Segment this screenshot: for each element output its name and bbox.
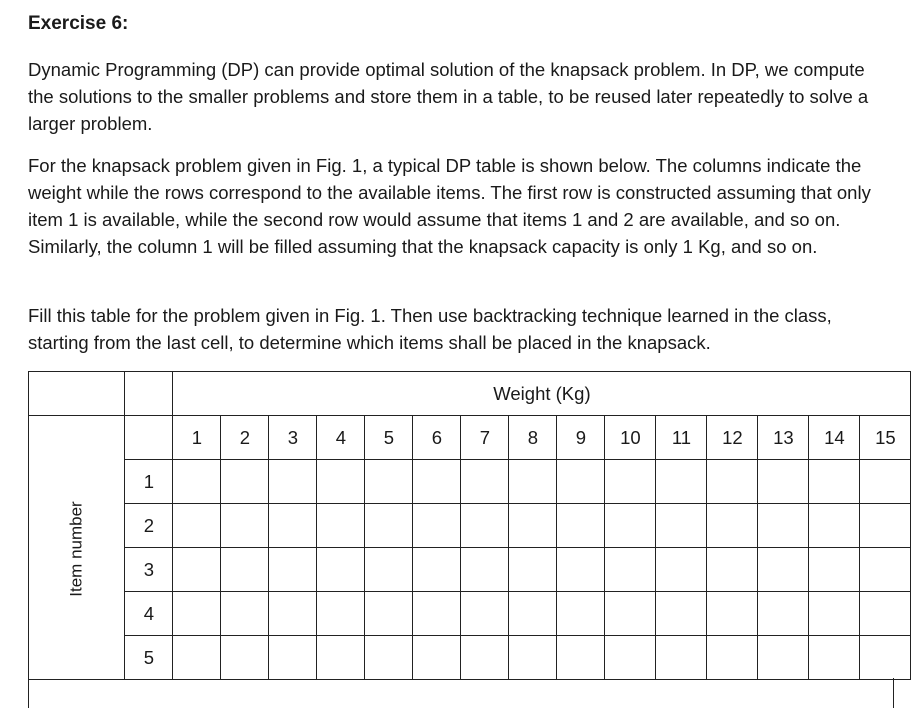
dp-cell[interactable]: [758, 592, 809, 636]
dp-cell[interactable]: [269, 636, 317, 680]
weight-column-header: 5: [365, 416, 413, 460]
dp-cell[interactable]: [461, 592, 509, 636]
weight-column-header: 4: [317, 416, 365, 460]
table-row: [29, 592, 911, 636]
dp-cell[interactable]: [413, 636, 461, 680]
dp-cell[interactable]: [860, 592, 911, 636]
weight-column-header: 14: [809, 416, 860, 460]
dp-cell[interactable]: [860, 636, 911, 680]
dp-cell[interactable]: [413, 548, 461, 592]
dp-cell[interactable]: [707, 592, 758, 636]
dp-cell[interactable]: [365, 460, 413, 504]
dp-cell[interactable]: [605, 504, 656, 548]
dp-cell[interactable]: [605, 592, 656, 636]
dp-cell[interactable]: [557, 460, 605, 504]
weight-column-header: 13: [758, 416, 809, 460]
dp-cell[interactable]: [509, 636, 557, 680]
dp-cell[interactable]: [413, 460, 461, 504]
dp-cell[interactable]: [173, 504, 221, 548]
dp-cell[interactable]: [173, 636, 221, 680]
weight-column-header: 2: [221, 416, 269, 460]
weight-column-header: 1: [173, 416, 221, 460]
instructions-paragraph: Fill this table for the problem given in Fig. 1. Then use backtracking technique learned in the class, starting from the last cell, to determine which items shall be placed in the knapsack.: [28, 305, 832, 353]
dp-cell[interactable]: [317, 460, 365, 504]
dp-cell[interactable]: [413, 504, 461, 548]
dp-cell[interactable]: [707, 636, 758, 680]
item-row-header: 3: [125, 548, 173, 592]
dp-cell[interactable]: [707, 504, 758, 548]
item-number-label-cell: [29, 416, 125, 680]
dp-cell[interactable]: [221, 636, 269, 680]
dp-cell[interactable]: [365, 636, 413, 680]
dp-cell[interactable]: [758, 460, 809, 504]
dp-cell[interactable]: [557, 548, 605, 592]
dp-cell[interactable]: [173, 592, 221, 636]
dp-cell[interactable]: [860, 504, 911, 548]
dp-cell[interactable]: [809, 504, 860, 548]
table-row: [29, 636, 911, 680]
dp-cell[interactable]: [707, 548, 758, 592]
dp-cell[interactable]: [605, 548, 656, 592]
corner-cell: [29, 372, 125, 416]
dp-cell[interactable]: [656, 636, 707, 680]
dp-cell[interactable]: [809, 636, 860, 680]
dp-cell[interactable]: [365, 504, 413, 548]
dp-cell[interactable]: [221, 460, 269, 504]
dp-cell[interactable]: [758, 636, 809, 680]
dp-cell[interactable]: [707, 460, 758, 504]
table-row: [29, 548, 911, 592]
item-row-header: 1: [125, 460, 173, 504]
table-description-paragraph: For the knapsack problem given in Fig. 1, a typical DP table is shown below. The columns indicate the weight while the rows correspond to the available items. The first row is constructed assuming that only item 1 is available, while the second row would assume that items 1 and 2 are available, and so on. Similarly, the column 1 will be filled assuming that the knapsack capacity is only 1 Kg, and so on.: [28, 155, 871, 257]
weight-column-header: 15: [860, 416, 911, 460]
table-row: [29, 460, 911, 504]
dp-cell[interactable]: [221, 592, 269, 636]
blank-cell: [125, 416, 173, 460]
weight-column-header: 9: [557, 416, 605, 460]
dp-cell[interactable]: [173, 548, 221, 592]
item-number-label: Item number: [66, 500, 86, 597]
weight-column-header: 12: [707, 416, 758, 460]
weight-column-header: 6: [413, 416, 461, 460]
corner-cell: [125, 372, 173, 416]
dp-cell[interactable]: [221, 504, 269, 548]
dp-cell[interactable]: [173, 460, 221, 504]
dp-cell[interactable]: [656, 460, 707, 504]
dp-cell[interactable]: [605, 460, 656, 504]
dp-cell[interactable]: [509, 548, 557, 592]
dp-cell[interactable]: [365, 592, 413, 636]
dp-cell[interactable]: [461, 460, 509, 504]
weight-column-header: 11: [656, 416, 707, 460]
dp-cell[interactable]: [656, 592, 707, 636]
dp-cell[interactable]: [809, 548, 860, 592]
dp-cell[interactable]: [758, 504, 809, 548]
dp-cell[interactable]: [860, 548, 911, 592]
dp-cell[interactable]: [365, 548, 413, 592]
dp-cell[interactable]: [656, 504, 707, 548]
dp-cell[interactable]: [461, 504, 509, 548]
dp-cell[interactable]: [461, 636, 509, 680]
dp-table: [28, 371, 911, 680]
dp-cell[interactable]: [509, 592, 557, 636]
weight-column-header: 8: [509, 416, 557, 460]
weight-column-header: 3: [269, 416, 317, 460]
dp-cell[interactable]: [758, 548, 809, 592]
weight-column-header: 7: [461, 416, 509, 460]
dp-cell[interactable]: [809, 592, 860, 636]
dp-cell[interactable]: [557, 504, 605, 548]
dp-cell[interactable]: [860, 460, 911, 504]
dp-cell[interactable]: [221, 548, 269, 592]
dp-cell[interactable]: [317, 592, 365, 636]
dp-cell[interactable]: [269, 548, 317, 592]
dp-cell[interactable]: [557, 592, 605, 636]
dp-cell[interactable]: [656, 548, 707, 592]
dp-cell[interactable]: [557, 636, 605, 680]
dp-cell[interactable]: [809, 460, 860, 504]
page-bottom-frame: [28, 678, 894, 708]
weight-header: Weight (Kg): [173, 372, 911, 416]
dp-cell[interactable]: [413, 592, 461, 636]
dp-cell[interactable]: [269, 504, 317, 548]
table-row: [29, 504, 911, 548]
item-row-header: 2: [125, 504, 173, 548]
dp-cell[interactable]: [461, 548, 509, 592]
dp-cell[interactable]: [317, 636, 365, 680]
dp-cell[interactable]: [269, 460, 317, 504]
weight-column-header: 10: [605, 416, 656, 460]
dp-cell[interactable]: [509, 460, 557, 504]
intro-paragraph: Dynamic Programming (DP) can provide optimal solution of the knapsack problem. In DP, we compute the solutions to the smaller problems and store them in a table, to be reused later repeatedly to solve a larger problem.: [28, 59, 869, 134]
dp-cell[interactable]: [317, 548, 365, 592]
dp-cell[interactable]: [509, 504, 557, 548]
dp-cell[interactable]: [605, 636, 656, 680]
item-row-header: 5: [125, 636, 173, 680]
dp-cell[interactable]: [317, 504, 365, 548]
item-row-header: 4: [125, 592, 173, 636]
exercise-title: Exercise 6:: [28, 13, 129, 34]
dp-cell[interactable]: [269, 592, 317, 636]
